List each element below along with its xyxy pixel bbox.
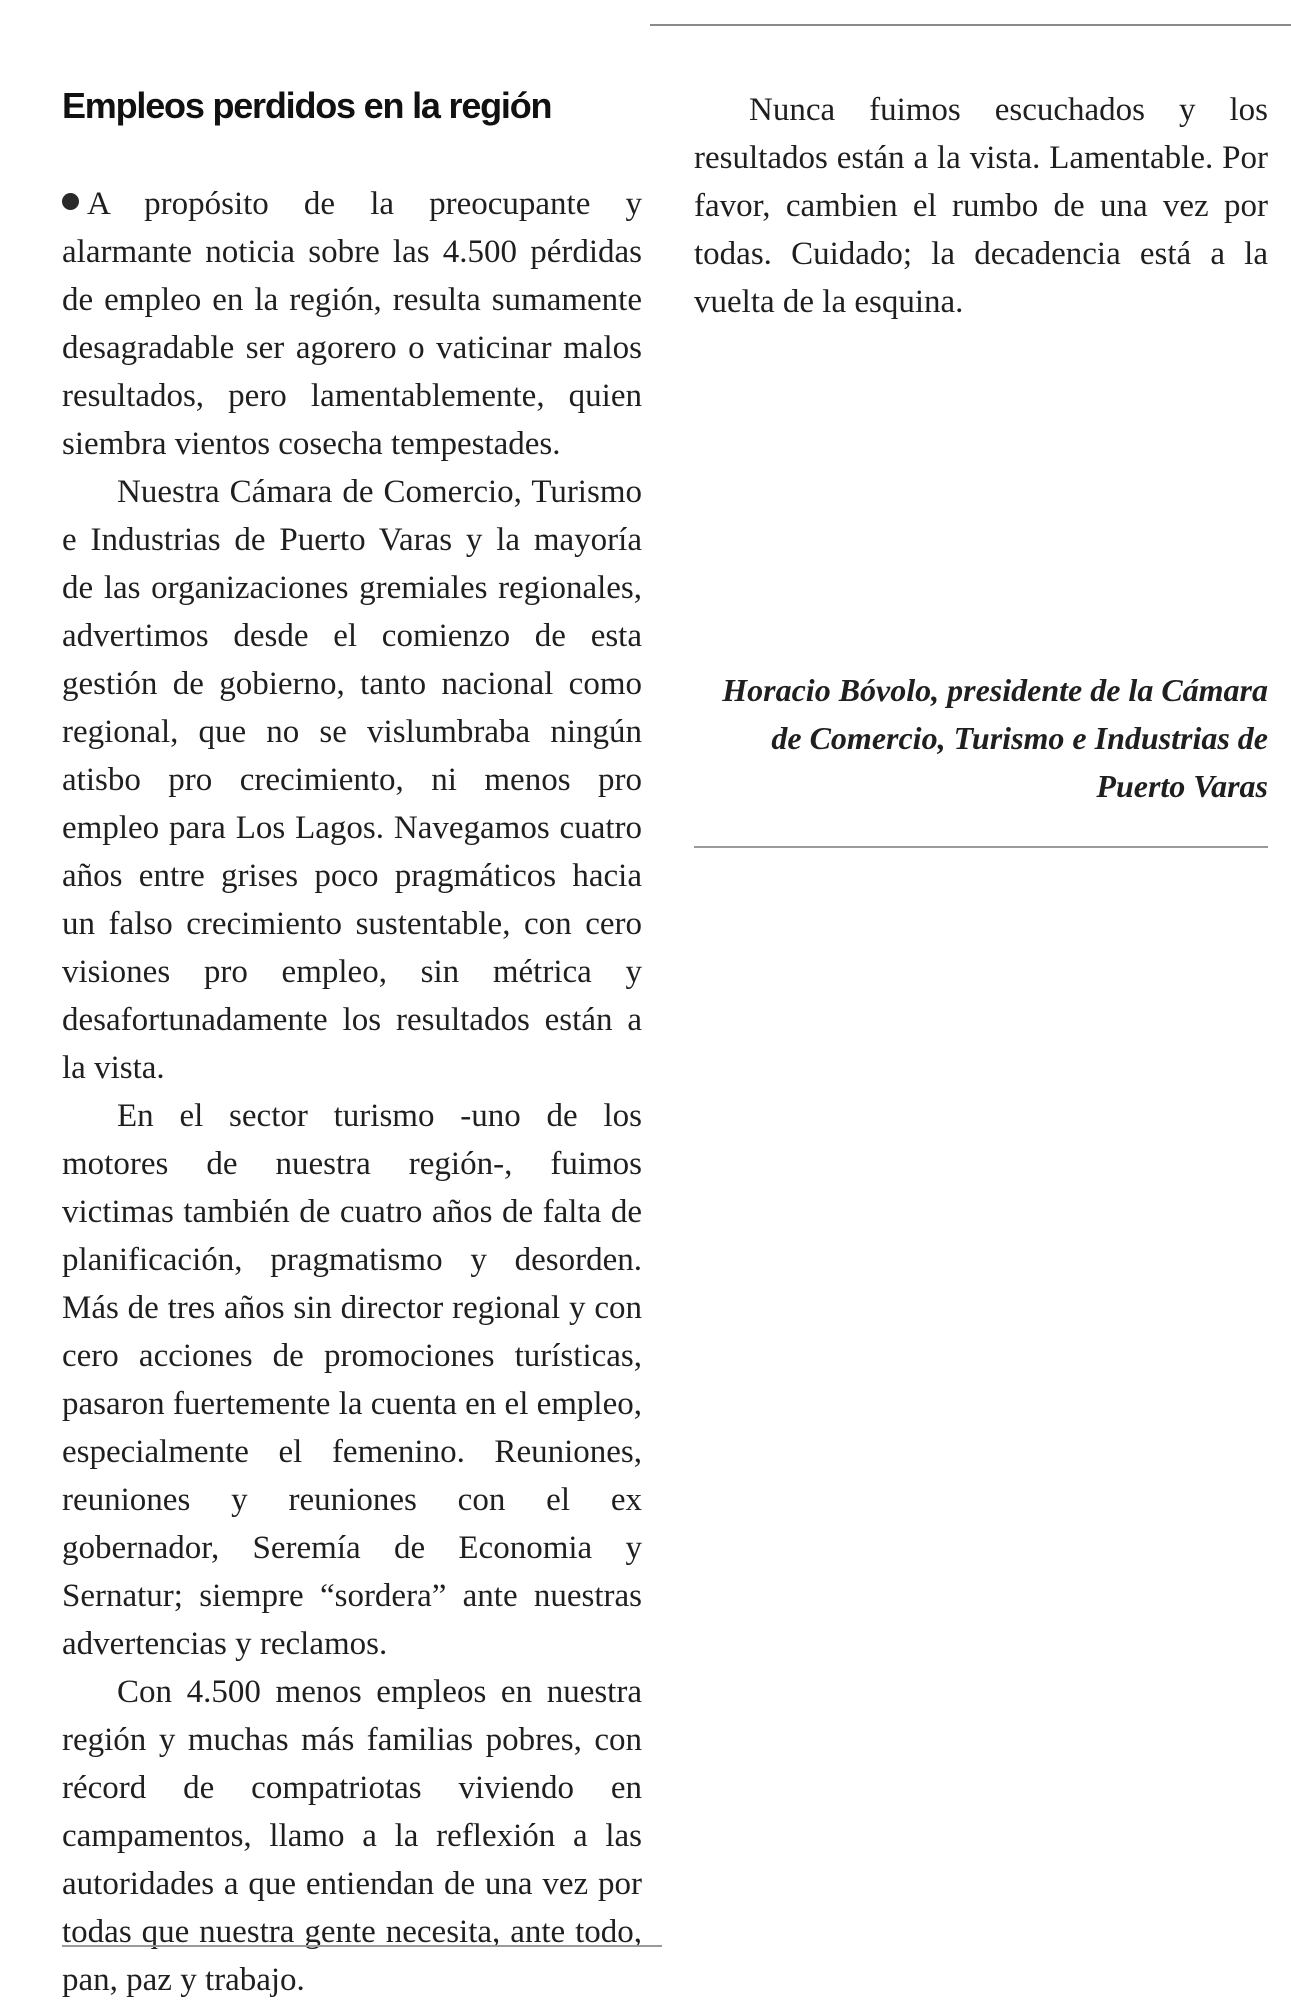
paragraph-2: Nuestra Cámara de Comercio, Turismo e Industrias de Puerto Varas y la mayoría de las organizaciones gremiales regionales, advertimos desde el comienzo de esta gestión de gobierno, tanto nacional como regional, que no se vislumbraba ningún atisbo pro crecimiento, ni menos pro empleo para Los Lagos. Navegamos cuatro años entre grises poco pragmáticos hacia un falso crecimiento sustentable, con cero visiones pro empleo, sin métrica y desafortunadamente los resultados están a la vista. <box>62 474 642 1086</box>
paragraph-4: Con 4.500 menos empleos en nuestra región y muchas más familias pobres, con récord de compatriotas viviendo en campamentos, llamo a la reflexión a las autoridades a que entiendan de una vez por todas que nuestra gente necesita, ante todo, pan, paz y trabajo. <box>62 1674 642 1998</box>
bullet-icon <box>62 193 79 210</box>
headline: Empleos perdidos en la región <box>62 85 552 126</box>
paragraph-1-text: A propósito de la preocupante y alarmante noticia sobre las 4.500 pérdidas de empleo en la región, resulta sumamente desagradable ser agorero o vaticinar malos resultados, pero lamentablemente, quien siembra vientos cosecha tempestades. <box>62 186 642 462</box>
paragraph-1 <box>62 180 642 468</box>
left-body <box>62 180 642 2004</box>
signature: Horacio Bóvolo, presidente de la Cámara de Comercio, Turismo e Industrias de Puerto Varas <box>722 672 1268 804</box>
paragraph-3: En el sector turismo -uno de los motores de nuestra región-, fuimos victimas también de cuatro años de falta de planificación, pragmatismo y desorden. Más de tres años sin director regional y con cero acciones de promociones turísticas, pasaron fuertemente la cuenta en el empleo, especialmente el femenino. Reuniones, reuniones y reuniones con el ex gobernador, Seremía de Economia y Sernatur; siempre “sordera” ante nuestras advertencias y reclamos. <box>62 1098 642 1662</box>
signature-rule <box>694 846 1268 848</box>
top-rule <box>650 24 1291 26</box>
paragraph-5: Nunca fuimos escuchados y los resultados están a la vista. Lamentable. Por favor, cambien el rumbo de una vez por todas. Cuidado; la decadencia está a la vuelta de la esquina. <box>694 92 1268 320</box>
bottom-rule <box>62 1945 662 1947</box>
right-body <box>694 86 1268 326</box>
